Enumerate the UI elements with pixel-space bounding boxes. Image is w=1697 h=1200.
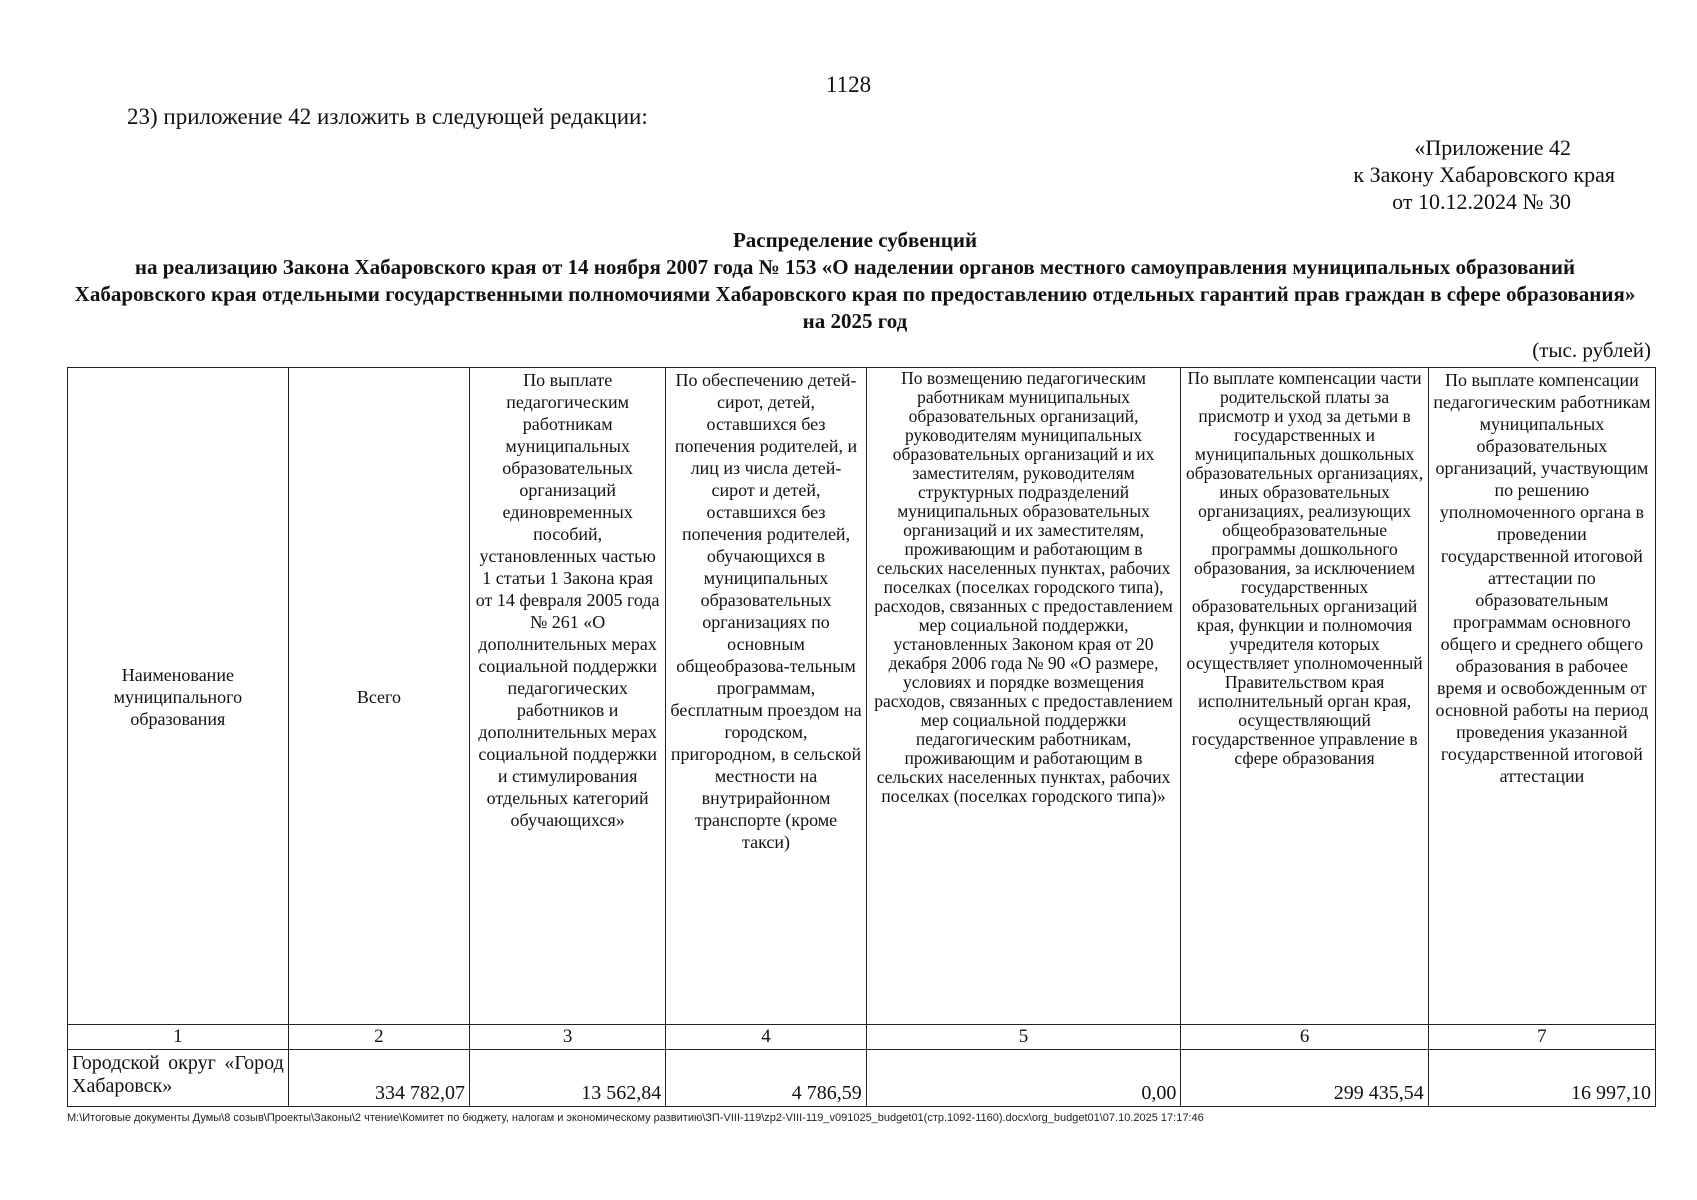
table-row: [68, 1050, 1656, 1107]
column-number: 4: [666, 1025, 866, 1050]
title-main: Распределение субвенций: [732, 228, 978, 252]
header-total: Всего: [288, 368, 469, 1025]
file-path-footer: M:\Итоговые документы Думы\8 созыв\Проекты\Законы\2 чтение\Комитет по бюджету, налогам и экономическому развитию\ЗП-VIII-119\zp2-VIII-119_v091025_budget01(стр.1092-1160).docx\org_budget01\07.10.2025 17:17:46: [67, 1112, 1204, 1124]
column-number: 6: [1181, 1025, 1428, 1050]
column-number: 7: [1428, 1025, 1655, 1050]
column-number-row: [68, 1025, 1656, 1050]
table-header-row: [68, 368, 1656, 1025]
value-exam-compensation: 16 997,10: [1428, 1050, 1655, 1107]
header-exam-compensation: По выплате компенсации педагогическим работникам муниципальных образовательных организаций, участвующим по решению уполномоченного органа в проведении государственной итоговой аттестации по образовательным программам основного общего и среднего общего образования в рабочее время и освобожденным от основной работы на период проведения указанной государственной итоговой аттестации: [1428, 368, 1655, 1025]
header-municipality: Наименование муниципального образования: [68, 368, 289, 1025]
column-number: 5: [866, 1025, 1181, 1050]
municipality-name: Городской округ «Город Хабаровск»: [68, 1050, 289, 1107]
appendix-line-1: «Приложение 42: [1414, 135, 1571, 160]
column-number: 1: [68, 1025, 289, 1050]
value-orphan-transport: 4 786,59: [666, 1050, 866, 1107]
page-number: 1128: [825, 72, 872, 97]
title-subtitle: на реализацию Закона Хабаровского края от 14 ноября 2007 года № 153 «О наделении органов местного самоуправления муниципальных образований Хабаровского края отдельными государственными полномочиями Хабаровского края по предоставлению отдельных гарантий прав граждан в сфере образования» на 2025 год: [74, 255, 1636, 333]
value-total: 334 782,07: [288, 1050, 469, 1107]
units-label: (тыс. рублей): [1532, 338, 1651, 362]
column-number: 3: [470, 1025, 666, 1050]
amendment-instruction: 23) приложение 42 изложить в следующей редакции:: [127, 104, 648, 129]
header-teacher-allowances: По выплате педагогическим работникам муниципальных образовательных организаций единовременных пособий, установленных частью 1 статьи 1 Закона края от 14 февраля 2005 года № 261 «О дополнительных мерах социальной поддержки педагогических работников и дополнительных мерах социальной поддержки и стимулирования отдельных категорий обучающихся»: [470, 368, 666, 1025]
appendix-line-2: к Закону Хабаровского края: [1353, 162, 1615, 187]
header-parental-fee-compensation: По выплате компенсации части родительской платы за присмотр и уход за детьми в государственных и муниципальных дошкольных образовательных организациях, иных образовательных организациях, реализующих общеобразовательные программы дошкольного образования, за исключением государственных образовательных организаций края, функции и полномочия учредителя которых осуществляет уполномоченный Правительством края исполнительный орган края, осуществляющий государственное управление в сфере образования: [1181, 368, 1428, 1025]
appendix-line-3: от 10.12.2024 № 30: [1392, 189, 1571, 214]
header-rural-teachers: По возмещению педагогическим работникам муниципальных образовательных организаций, руководителям муниципальных образовательных организаций и их заместителям, руководителям структурных подразделений муниципальных образовательных организаций и их заместителям, проживающим и работающим в сельских населенных пунктах, рабочих поселках (поселках городского типа), расходов, связанных с предоставлением мер социальной поддержки, установленных Законом края от 20 декабря 2006 года № 90 «О размере, условиях и порядке возмещения расходов, связанных с предоставлением мер социальной поддержки педагогическим работникам, проживающим и работающим в сельских населенных пунктах, рабочих поселках (поселках городского типа)»: [866, 368, 1181, 1025]
value-teacher-allowances: 13 562,84: [470, 1050, 666, 1107]
subvention-table: [67, 367, 1656, 1107]
header-orphan-transport: По обеспечению детей-сирот, детей, оставшихся без попечения родителей, и лиц из числа детей-сирот и детей, оставшихся без попечения родителей, обучающихся в муниципальных образовательных организациях по основным общеобразова-тельным программам, бесплатным проездом на городском, пригородном, в сельской местности на внутрирайонном транспорте (кроме такси): [666, 368, 866, 1025]
document-title: [70, 227, 1640, 335]
value-rural-teachers: 0,00: [866, 1050, 1181, 1107]
value-parental-fee-compensation: 299 435,54: [1181, 1050, 1428, 1107]
column-number: 2: [288, 1025, 469, 1050]
appendix-reference: [1215, 134, 1615, 215]
